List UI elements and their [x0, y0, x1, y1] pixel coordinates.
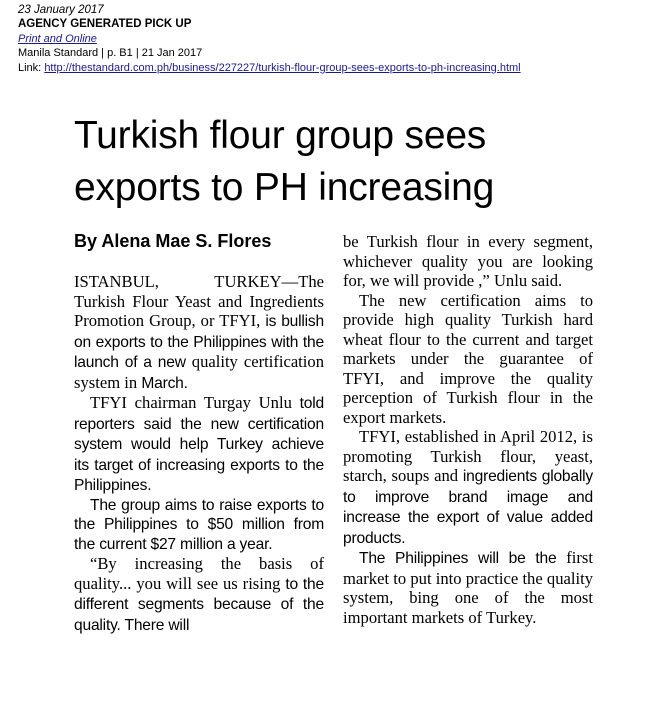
article-link[interactable]: http://thestandard.com.ph/business/227227/turkish-flour-group-sees-exports-to-ph-increasing.html	[44, 61, 521, 74]
clipping-date: 23 January 2017	[18, 4, 104, 16]
paragraph-text: ISTANBUL, TURKEY—The Turkish Flour Yeast and Ingredients Promotion Group, or TFYI,	[74, 272, 324, 330]
paragraph	[343, 427, 593, 548]
paragraph: The new certification aims to provide high quality Turkish hard wheat flour to the current and target markets under the guarantee of TFYI, and improve the quality perception of Turkish flour in the export markets.	[343, 290, 593, 427]
paragraph	[74, 393, 324, 496]
byline: By Alena Mae S. Flores	[74, 231, 272, 251]
paragraph-text: TFYI chairman Turgay Unlu	[90, 393, 292, 412]
paragraph-text: to the different segments because of the quality. There will	[74, 575, 324, 634]
headline-line-2: exports to PH increasing	[74, 166, 495, 209]
article-column-2	[343, 232, 593, 627]
paragraph	[343, 548, 593, 627]
paragraph-text: quality certification system in	[74, 352, 324, 392]
headline	[74, 110, 634, 214]
paragraph: be Turkish flour in every segment, whichever quality you are looking for, we will provide ,” Unlu said.	[343, 232, 593, 290]
paragraph-text: “By increasing the basis of quality... you will see us rising	[74, 554, 324, 593]
source-line: Manila Standard | p. B1 | 21 Jan 2017	[18, 47, 203, 60]
paragraph-text: March.	[141, 374, 188, 392]
paragraph	[74, 554, 324, 635]
print-online-label: Print and Online	[18, 32, 97, 45]
paragraph: The group aims to raise exports to the Philippines to $50 million from the current $27 million a year.	[74, 496, 324, 553]
paragraph-text: is bullish on exports to the Philippines with the launch of a new	[74, 313, 324, 371]
paragraph-text: The Philippines will be the	[359, 550, 557, 567]
paragraph-text: TFYI, established in April 2012, is promoting Turkish flour, yeast, starch, soups and	[343, 427, 593, 485]
link-row	[18, 61, 521, 75]
article-column-1	[74, 272, 324, 635]
paragraph-text: ingredients globally to improve brand image and increase the export of value added products.	[343, 468, 593, 547]
clipping-header	[18, 3, 521, 75]
paragraph-text: first market to put into practice the quality system, bing one of the most important markets of Turkey.	[343, 548, 593, 627]
paragraph-text: told reporters said the new certification system would help Turkey achieve its target of increasing exports to the Philippines.	[74, 395, 324, 494]
link-label: Link:	[18, 61, 42, 74]
agency-label: AGENCY GENERATED PICK UP	[18, 18, 192, 31]
paragraph	[74, 272, 324, 393]
headline-line-1: Turkish flour group sees	[74, 114, 487, 157]
